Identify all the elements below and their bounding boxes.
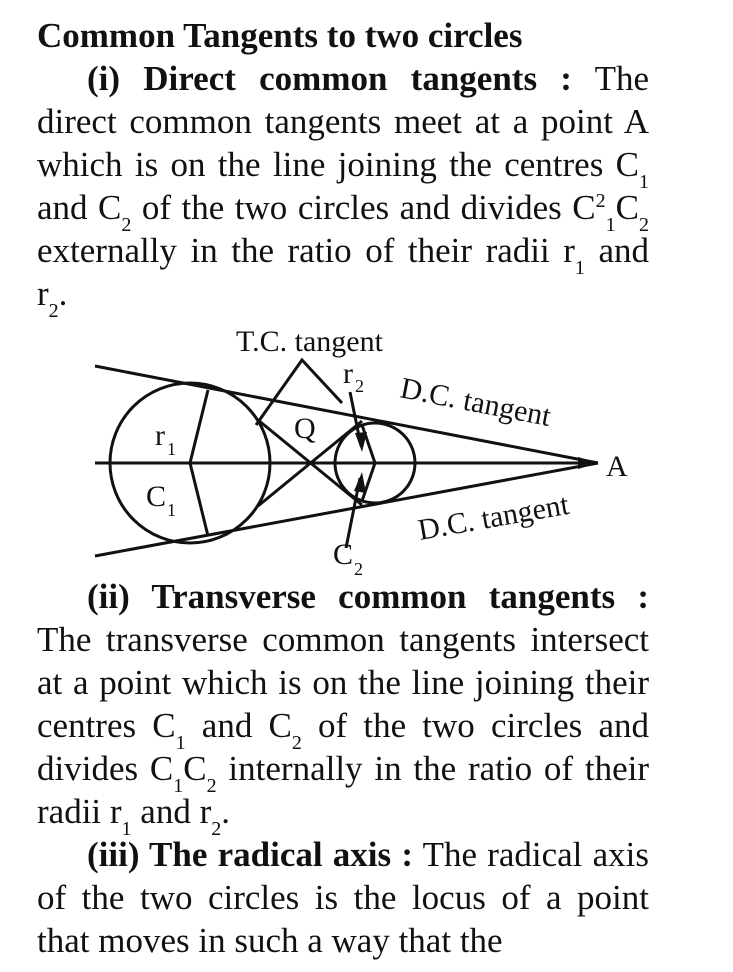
text: externally in the ratio of their radii r <box>37 231 575 270</box>
subscript: 2 <box>291 732 302 754</box>
c1-label: C <box>146 480 167 513</box>
text: and C <box>37 188 122 227</box>
point-a-label: A <box>606 450 628 483</box>
text: of the two circles and divides C <box>37 706 649 788</box>
subscript: 1 <box>121 818 132 840</box>
subscript: 2 <box>206 775 217 797</box>
text: and r <box>37 231 649 313</box>
text: C <box>615 188 639 227</box>
text: . <box>58 274 68 313</box>
r1-label-subscript: 1 <box>167 439 176 459</box>
r2-label-subscript: 2 <box>355 376 364 396</box>
text: and C <box>185 706 292 745</box>
text: The transverse common tangents intersect at a point which is on the line joining their centres C <box>37 620 649 745</box>
heading-transverse-tangents: (ii) Transverse common tangents : <box>87 577 649 616</box>
r2-arrow-head <box>355 432 367 452</box>
c2-label-subscript: 2 <box>354 559 363 579</box>
tc-tangent-label: T.C. tangent <box>236 325 383 358</box>
subscript: 2 <box>121 214 132 236</box>
page-title: Common Tangents to two circles <box>37 16 523 55</box>
text: . <box>221 792 230 831</box>
c1-label-subscript: 1 <box>167 500 176 520</box>
upper-dc-tangent-label: D.C. tangent <box>397 371 554 433</box>
text: and r <box>131 792 212 831</box>
text: The direct common tangents meet at a point A which is on the line joining the centres C <box>37 59 649 184</box>
section-transverse-tangents <box>37 575 649 840</box>
section-direct-tangents <box>37 57 649 322</box>
r2-label: r <box>343 357 353 390</box>
c2-label: C <box>333 538 354 571</box>
text: The radical axis of the two circles is the locus of a point that moves in such a way that the <box>37 835 649 960</box>
subscript: 1 <box>574 257 585 279</box>
subscript: 2 <box>48 300 59 322</box>
text: internally in the ratio of their radii r <box>37 749 649 831</box>
subscript: 1 <box>605 214 616 236</box>
text: C <box>183 749 207 788</box>
text: of the two circles and divides C <box>131 188 596 227</box>
subscript: 2 <box>211 818 222 840</box>
common-tangents-diagram <box>0 318 733 584</box>
arrow-at-a <box>578 457 598 469</box>
subscript: 1 <box>175 732 186 754</box>
subscript: 2 <box>639 214 649 236</box>
superscript: 2 <box>595 190 606 212</box>
subscript: 1 <box>639 171 649 193</box>
r1-label: r <box>155 419 165 452</box>
heading-direct-tangents: (i) Direct common tangents : <box>87 59 572 98</box>
point-q-label: Q <box>294 412 316 445</box>
heading-radical-axis: (iii) The radical axis : <box>87 835 413 874</box>
c2-arrow-head <box>354 472 366 493</box>
subscript: 1 <box>173 775 184 797</box>
lower-dc-tangent-label: D.C. tangent <box>415 487 572 547</box>
section-radical-axis <box>37 833 649 962</box>
